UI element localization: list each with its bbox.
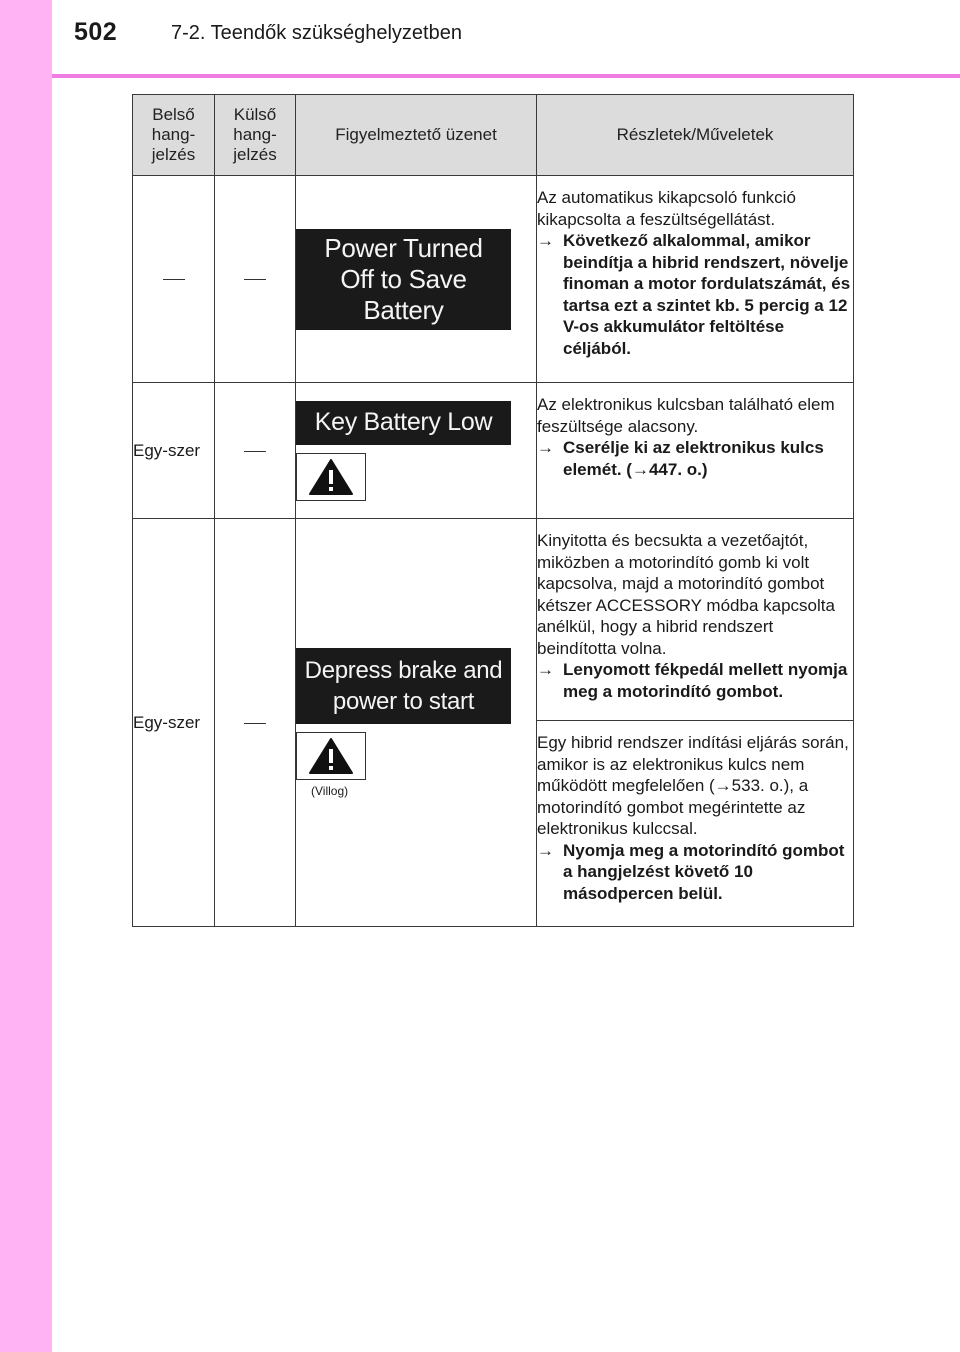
outer-sound-cell	[215, 176, 296, 383]
detail-action-text: Cserélje ki az elektronikus kulcs elemét. (→447. o.)	[563, 438, 824, 479]
detail-description: Kinyitotta és becsukta a vezetőajtót, miközben a motorindító gomb ki volt kapcsolva, majd a motorindító gombot kétszer ACCESSORY módba kapcsolta anélkül, hogy a hibrid rendszert beindította volna.	[537, 531, 835, 658]
message-cell	[296, 176, 537, 383]
detail-action-text: Következő alkalommal, amikor beindítja a hibrid rendszert, növelje finoman a motor fordulatszámát, és tartsa ezt a szintet kb. 5 percig a 12 V-os akkumulátor feltöltése céljából.	[563, 231, 851, 358]
detail-action-text: Lenyomott fékpedál mellett nyomja meg a motorindító gombot.	[563, 660, 848, 701]
display-line: Power Turned	[324, 232, 483, 263]
dash-mark	[244, 451, 266, 452]
message-cell	[296, 383, 537, 519]
header-inner-sound-line: jelzés	[151, 145, 196, 164]
warning-triangle-icon	[296, 453, 366, 501]
display-line: Key Battery Low	[314, 408, 493, 436]
table-header-row	[133, 95, 854, 176]
header-inner-sound-line: hang-	[151, 125, 196, 144]
header-outer-sound	[215, 95, 296, 176]
inner-sound-cell	[133, 176, 215, 383]
arrow-icon: →	[537, 438, 554, 457]
header-band-left	[0, 0, 52, 74]
dash-mark	[244, 723, 266, 724]
header-outer-sound-line: hang-	[233, 125, 277, 144]
display-line: Depress brake and	[304, 656, 503, 684]
header-rule	[52, 74, 960, 78]
display-line: Battery	[363, 294, 444, 325]
detail-description: Az elektronikus kulcsban található elem feszültsége alacsony.	[537, 395, 835, 436]
header-inner-sound-line: Belső	[152, 105, 195, 124]
details-cell	[537, 721, 854, 927]
header-message: Figyelmeztető üzenet	[296, 95, 537, 176]
section-title: 7-2. Teendők szükséghelyzetben	[171, 22, 462, 44]
header-details: Részletek/Műveletek	[537, 95, 854, 176]
display-message	[296, 648, 511, 724]
header-outer-sound-line: Külső	[233, 105, 277, 124]
outer-sound-cell	[215, 519, 296, 927]
arrow-icon: →	[537, 660, 554, 679]
display-line: Off to Save	[340, 263, 467, 294]
message-cell	[296, 519, 537, 927]
table-row	[133, 176, 854, 383]
display-line: power to start	[332, 687, 475, 715]
arrow-icon: →	[537, 840, 554, 860]
detail-description: Az automatikus kikapcsoló funkció kikapcsolta a feszültségellátást.	[537, 188, 796, 229]
display-message	[296, 229, 511, 330]
details-cell	[537, 519, 854, 721]
header-outer-sound-line: jelzés	[233, 145, 277, 164]
inner-sound-cell: Egy-szer	[133, 519, 215, 927]
details-cell	[537, 176, 854, 383]
page-header	[0, 0, 960, 74]
table-row	[133, 383, 854, 519]
arrow-icon: →	[537, 231, 554, 250]
header-inner-sound	[133, 95, 215, 176]
detail-action	[537, 659, 853, 702]
page-number: 502	[74, 18, 118, 46]
icon-note: (Villog)	[311, 783, 349, 798]
warning-table	[132, 94, 854, 927]
detail-action	[537, 840, 853, 905]
warning-triangle-icon	[296, 732, 366, 780]
inner-sound-cell: Egy-szer	[133, 383, 215, 519]
detail-action-text: Nyomja meg a motorindító gombot a hangjelzést követő 10 másodpercen belül.	[563, 840, 845, 903]
table-row	[133, 519, 854, 721]
display-message	[296, 401, 511, 445]
detail-action	[537, 230, 853, 359]
detail-description: Egy hibrid rendszer indítási eljárás során, amikor is az elektronikus kulcs nem működött megfelelően (→533. o.), a motorindító gombot megérintette az elektronikus kulccsal.	[537, 733, 849, 838]
detail-action	[537, 437, 853, 480]
side-band	[0, 0, 52, 1352]
outer-sound-cell	[215, 383, 296, 519]
details-cell	[537, 383, 854, 519]
dash-mark	[163, 279, 185, 280]
dash-mark	[244, 279, 266, 280]
